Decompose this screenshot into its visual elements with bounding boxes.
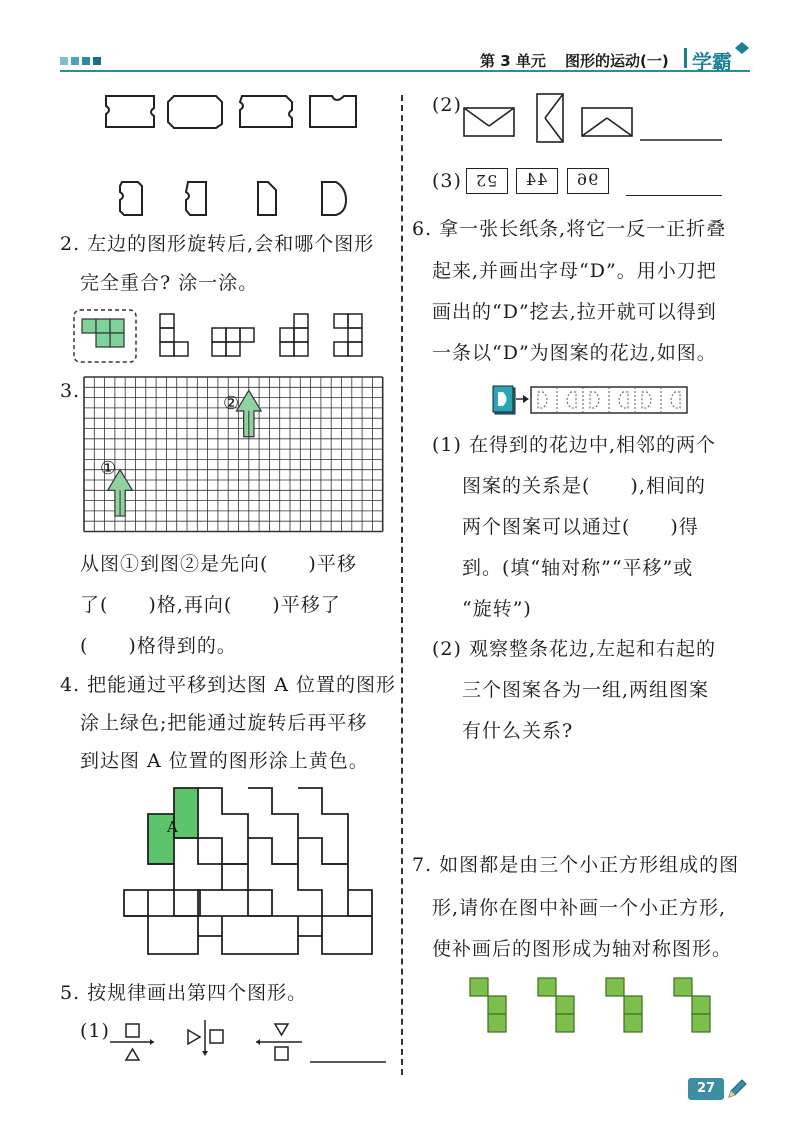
column-divider xyxy=(401,95,403,1075)
number-card-2-text: 44 xyxy=(525,170,548,189)
number-card-3-text: 96 xyxy=(576,170,599,189)
q3-line1: 从图①到图②是先向( )平移 xyxy=(80,553,357,575)
page-number: 27 xyxy=(688,1078,724,1100)
q3-mark-2: ② xyxy=(223,393,241,414)
unit-label: 第 3 单元 xyxy=(480,52,546,70)
q6-sub2-line1: (2) 观察整条花边,左起和右起的 xyxy=(432,638,716,660)
q4-line3: 到达图 A 位置的图形涂上黄色。 xyxy=(80,750,369,772)
pencil-cap-icon xyxy=(735,42,749,56)
q6-sub1-line1: (1) 在得到的花边中,相邻的两个 xyxy=(432,434,716,456)
q3-line3: ( )格得到的。 xyxy=(80,635,237,657)
q5-title: 5. 按规律画出第四个图形。 xyxy=(60,982,308,1004)
q6-line4: 一条以“D”为图案的花边,如图。 xyxy=(432,342,717,364)
q6-line1: 6. 拿一张长纸条,将它一反一正折叠 xyxy=(412,218,727,240)
q2-rotation-figure xyxy=(72,308,382,364)
pencil-icon xyxy=(726,1078,748,1100)
number-card-2 xyxy=(516,168,558,194)
q3-mark-1: ① xyxy=(100,458,118,479)
q7-line1: 7. 如图都是由三个小正方形组成的图 xyxy=(412,854,740,876)
topic-label: 图形的运动(一) xyxy=(565,52,669,70)
q6-sub1-line3: 两个图案可以通过( )得 xyxy=(462,516,699,538)
q6-sub1-line4: 到。(填“轴对称”“平移”或 xyxy=(462,557,694,579)
q4-line2: 涂上绿色;把能通过旋转后再平移 xyxy=(80,712,368,734)
number-card-1-text: 52 xyxy=(475,171,498,190)
q2-line2: 完全重合? 涂一涂。 xyxy=(80,272,259,294)
q4-label-a: A xyxy=(167,818,179,836)
q5-part1-label: (1) xyxy=(80,1020,110,1042)
q3-number: 3. xyxy=(60,380,81,402)
q6-line3: 画出的“D”挖去,拉开就可以得到 xyxy=(432,301,717,323)
q6-line2: 起来,并画出字母“D”。用小刀把 xyxy=(432,260,717,282)
q4-line1: 4. 把能通过平移到达图 A 位置的图形 xyxy=(60,674,396,696)
number-card-3 xyxy=(567,168,609,194)
q6-sub2-line2: 三个图案各为一组,两组图案 xyxy=(462,679,710,701)
q4-tessellation-figure[interactable] xyxy=(122,786,374,956)
q6-sub2-line3: 有什么关系? xyxy=(462,720,574,742)
q5-part2-figure xyxy=(462,92,727,144)
q1-shapes-figure xyxy=(100,90,370,215)
q5-part3-answer-line[interactable] xyxy=(626,195,722,196)
q2-line1: 2. 左边的图形旋转后,会和哪个图形 xyxy=(60,233,375,255)
brand-logo: 学霸 xyxy=(692,50,732,74)
q5-part1-figure xyxy=(106,1018,396,1066)
header-separator xyxy=(684,48,687,68)
q7-line2: 形,请你在图中补画一个小正方形, xyxy=(432,897,727,919)
q5-part3-label: (3) xyxy=(432,170,462,192)
q7-line3: 使补画后的图形成为轴对称图形。 xyxy=(432,938,733,960)
q6-lace-pattern xyxy=(493,384,693,418)
header-decoration xyxy=(60,57,104,65)
q7-tromino-figures[interactable] xyxy=(468,976,728,1036)
q6-sub1-line5: “旋转”) xyxy=(462,598,532,620)
q3-line2: 了( )格,再向( )平移了 xyxy=(80,594,341,616)
q5-part2-label: (2) xyxy=(432,94,462,116)
number-card-1 xyxy=(466,168,508,194)
q6-sub1-line2: 图案的关系是( ),相间的 xyxy=(462,475,706,497)
